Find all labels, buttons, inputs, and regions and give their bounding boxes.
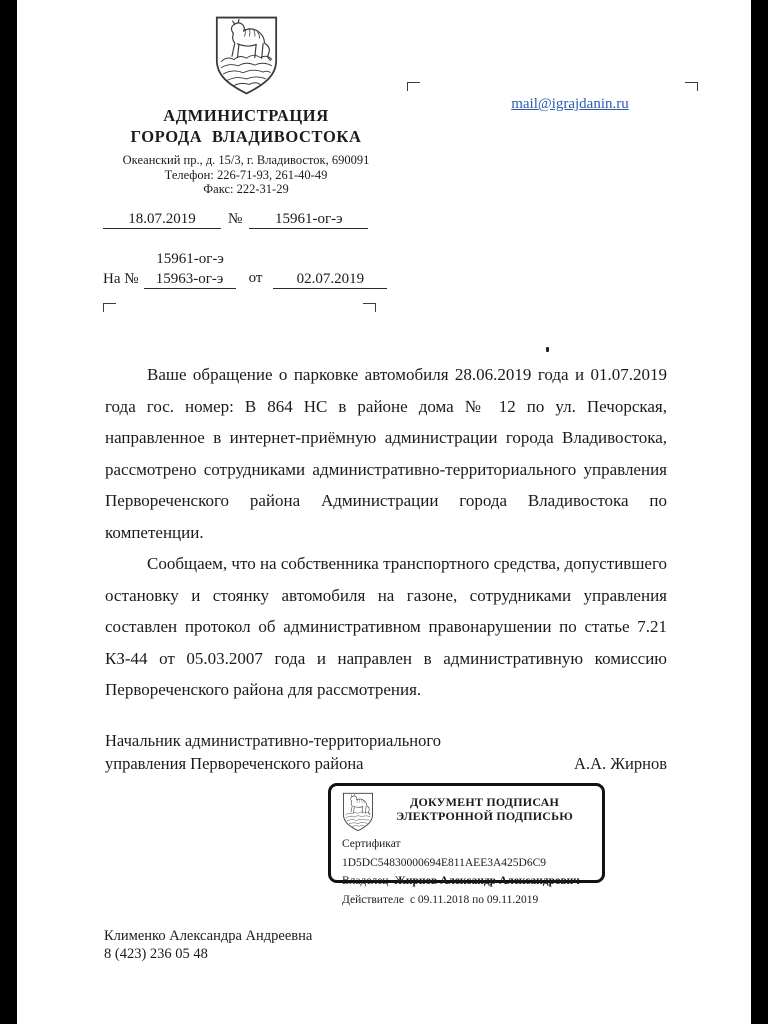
org-contacts — [96, 153, 396, 197]
stamp-title-line1: ДОКУМЕНТ ПОДПИСАН — [410, 795, 559, 809]
org-name-line2: ГОРОДА ВЛАДИВОСТОКА — [130, 127, 362, 146]
body-paragraph-1: Ваше обращение о парковке автомобиля 28.06.2019 года и 01.07.2019 года гос. номер: В 864 НС в районе дома № 12 по ул. Печорская, направленное в интернет-приёмную администрации города Владивостока, рассмотрено сотрудниками административно-территориального управления Первореченского района Администрации города Владивостока по компетенции. — [105, 365, 667, 542]
org-fax-line: Факс: 222-31-29 — [203, 182, 289, 196]
stamp-title — [375, 790, 594, 823]
stamp-details — [342, 835, 592, 909]
incoming-number-field: 15963-ог-э — [144, 271, 236, 289]
certificate-value: 1D5DC54830000694E811AEE3A425D6C9 — [342, 856, 547, 869]
signer-position-line1: Начальник административно-территориального — [105, 731, 441, 750]
email-link[interactable]: mail@igrajdanin.ru — [511, 96, 629, 112]
corner-mark-bottom-right — [363, 303, 376, 312]
executor-phone: 8 (423) 236 05 48 — [104, 945, 208, 962]
owner-label: Владелец — [342, 875, 389, 887]
corner-mark-top-left — [407, 82, 420, 91]
body-paragraph-2: Сообщаем, что на собственника транспортного средства, допустившего остановку и стоянку автомобиля на газоне, сотрудниками управления составлен протокол об административном правонарушении по статье 7.21 КЗ-44 от 05.03.2007 года и направлен в административную комиссию Первореченского района для рассмотрения. — [105, 554, 667, 699]
org-name — [96, 105, 396, 147]
incoming-extra-number: 15961-ог-э — [156, 251, 224, 267]
letter-body — [105, 359, 667, 706]
executor-name: Клименко Александра Андреевна — [104, 928, 313, 944]
from-label: от — [248, 270, 263, 286]
coat-of-arms-icon — [212, 13, 281, 98]
signature-block — [105, 729, 667, 775]
outgoing-number-field: 15961-ог-э — [249, 211, 368, 229]
stamp-certificate-line — [342, 835, 592, 872]
stamp-validity-line — [342, 891, 592, 910]
org-phone-line: Телефон: 226-71-93, 261-40-49 — [164, 167, 328, 182]
incoming-reference-row — [103, 270, 387, 289]
signer-name: А.А. Жирнов — [574, 754, 667, 773]
validity-value: с 09.11.2018 по 09.11.2019 — [409, 893, 539, 906]
certificate-label: Сертификат — [342, 838, 401, 850]
org-name-line1: АДМИНИСТРАЦИЯ — [163, 106, 329, 125]
stamp-owner-line — [342, 872, 592, 891]
left-edge-bar — [0, 0, 17, 1024]
right-edge-bar — [751, 0, 768, 1024]
stamp-header — [341, 790, 594, 832]
corner-mark-top-right — [685, 82, 698, 91]
incoming-date-field: 02.07.2019 — [273, 271, 387, 289]
signer-position — [105, 729, 441, 775]
addressee-email-line — [420, 96, 720, 113]
owner-value: Жирнов Александр Александрович — [394, 875, 580, 887]
org-address-line: Океанский пр., д. 15/3, г. Владивосток, 690091 — [122, 153, 370, 167]
validity-label: Действителе — [342, 893, 404, 906]
executor-block — [104, 928, 312, 963]
stray-period-mark — [546, 347, 549, 352]
corner-mark-bottom-left — [103, 303, 116, 312]
digital-signature-stamp — [328, 783, 605, 906]
stamp-coat-of-arms-icon — [341, 792, 375, 832]
stamp-title-line2: ЭЛЕКТРОННОЙ ПОДПИСЬЮ — [395, 809, 574, 823]
signer-position-line2: управления Первореченского района — [105, 754, 364, 773]
incoming-label: На № — [103, 271, 139, 287]
outgoing-date-field: 18.07.2019 — [103, 211, 221, 229]
number-sign-label: № — [228, 211, 243, 227]
outgoing-reference-row — [103, 211, 368, 229]
